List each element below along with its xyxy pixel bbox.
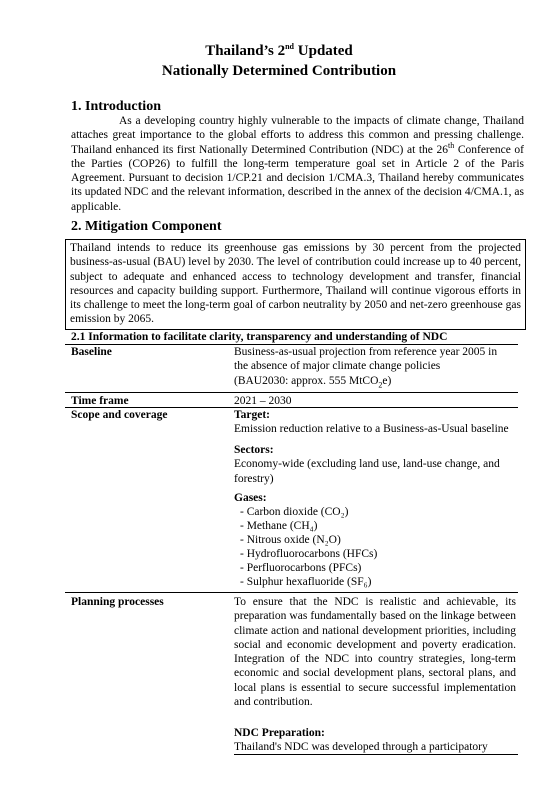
table-rule bbox=[234, 754, 518, 755]
gas-item: - Carbon dioxide (CO₂) bbox=[240, 506, 349, 518]
clarity-subheading: 2.1 Information to facilitate clarity, transparency and understanding of NDC bbox=[71, 331, 448, 343]
gas-item: - Perfluorocarbons (PFCs) bbox=[240, 562, 362, 574]
baseline-emissions: (BAU2030: approx. 555 MtCO bbox=[234, 374, 379, 387]
intro-text-a: As a developing country highly vulnerable to the impacts of climate change, Thailand attaches great importance to the global efforts to address this common and pressing challenge. Thailand enhanced its first Nationally Determined Contribution (NDC) at the 26 bbox=[71, 115, 524, 156]
gas-item: - Nitrous oxide (N₂O) bbox=[240, 534, 341, 546]
gas-item: - Sulphur hexafluoride (SF₆) bbox=[240, 576, 372, 588]
title-text-end: Updated bbox=[294, 43, 353, 59]
table-rule bbox=[65, 592, 518, 593]
baseline-emissions-end: e) bbox=[382, 374, 392, 387]
timeframe-label: Time frame bbox=[71, 395, 129, 407]
planning-text: To ensure that the NDC is realistic and achievable, its preparation was fundamentally based on the linkage between climate action and national development priorities, including social and economic development and poverty eradication. Integration of the NDC into country strategies, long-term economic and social development plans, sectoral plans, and local plans is essential to secure successful implementation and contribution. bbox=[234, 596, 516, 709]
scope-target bbox=[234, 408, 516, 437]
table-rule bbox=[65, 392, 518, 393]
scope-label: Scope and coverage bbox=[71, 409, 168, 421]
baseline-value bbox=[234, 345, 516, 388]
target-text: Emission reduction relative to a Business-as-Usual baseline bbox=[234, 423, 509, 436]
baseline-line-1: Business-as-usual projection from reference year 2005 in bbox=[234, 346, 498, 358]
timeframe-value: 2021 – 2030 bbox=[234, 395, 292, 407]
sectors-text: Economy-wide (excluding land use, land-use change, and forestry) bbox=[234, 458, 500, 485]
scope-sectors bbox=[234, 443, 516, 486]
gas-item: - Methane (CH₄) bbox=[240, 520, 318, 532]
baseline-line-3 bbox=[234, 374, 516, 388]
baseline-line-2: the absence of major climate change policies bbox=[234, 360, 441, 373]
mitigation-commitment-box: Thailand intends to reduce its greenhouse gas emissions by 30 percent from the projected business-as-usual (BAU) level by 2030. The level of contribution could increase up to 40 percent, subject to adequate and enhanced access to technology development and transfer, financial resources and capacity building support. Furthermore, Thailand will continue vigorous efforts in its challenge to meet the long-term goal of carbon neutrality by 2050 and net-zero greenhouse gas emission by 2065. bbox=[65, 239, 526, 330]
document-subtitle: Nationally Determined Contribution bbox=[161, 63, 397, 79]
title-superscript: nd bbox=[285, 42, 295, 51]
intro-superscript: th bbox=[448, 140, 455, 150]
baseline-subscript: 2 bbox=[378, 379, 383, 389]
introduction-heading: 1. Introduction bbox=[71, 99, 161, 114]
scope-gases bbox=[234, 491, 516, 505]
planning-label: Planning processes bbox=[71, 596, 164, 608]
title-text: Thailand’s 2 bbox=[205, 43, 286, 59]
baseline-label: Baseline bbox=[71, 346, 112, 358]
sectors-heading: Sectors: bbox=[234, 444, 274, 456]
ndc-prep-text: Thailand's NDC was developed through a participatory bbox=[234, 741, 488, 754]
target-heading: Target: bbox=[234, 409, 270, 421]
intro-text-b: Conference of the Parties (COP26) to fulfill the long-term temperature goal set in Article 2 of the Paris Agreement. Pursuant to decision 1/CP.21 and decision 1/CMA.3, Thailand hereby communicates its updated NDC and the relevant information, described in the annex of the decision 4/CMA.1, as applicable. bbox=[71, 143, 524, 213]
gas-item: - Hydrofluorocarbons (HFCs) bbox=[240, 548, 378, 560]
document-title bbox=[0, 42, 558, 61]
gases-heading: Gases: bbox=[234, 492, 267, 504]
ndc-prep-heading: NDC Preparation: bbox=[234, 727, 325, 739]
mitigation-heading: 2. Mitigation Component bbox=[71, 219, 222, 234]
ndc-preparation bbox=[234, 726, 516, 755]
introduction-paragraph bbox=[71, 114, 524, 214]
